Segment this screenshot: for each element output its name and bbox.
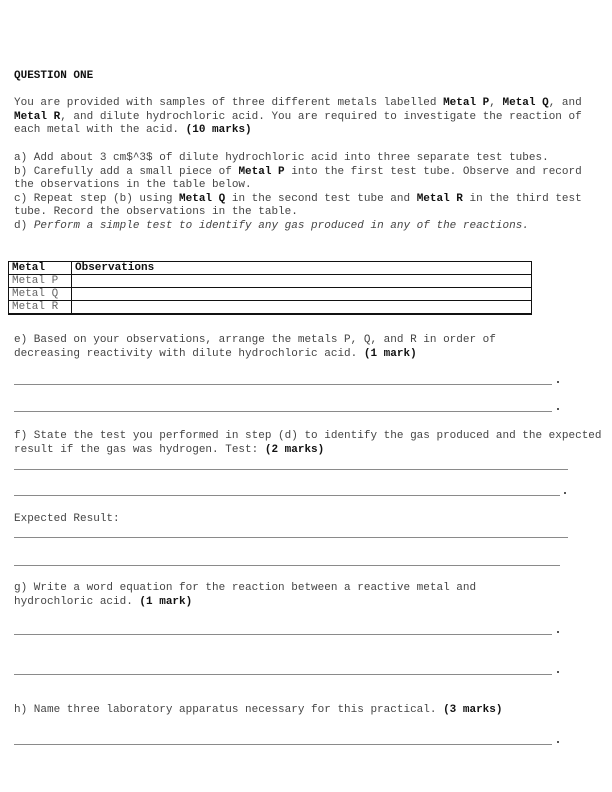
line-end-dot [564,492,566,494]
table-header-row [9,262,532,275]
step-b: b) Carefully add a small piece of Metal P into the first test tube. Observe and record the observations in the table below. [14,165,582,191]
question-e: e) Based on your observations, arrange the metals P, Q, and R in order of decreasing reactivity with dilute hydrochloric acid. (1 mark) [14,334,496,360]
line-end-dot [557,671,559,673]
metal-p-label: Metal P [443,97,490,109]
answer-line-result-1[interactable] [14,537,568,538]
marks-e: (1 mark) [363,347,417,360]
table-row [9,275,532,288]
step-d: d) Perform a simple test to identify any gas produced in any of the reactions. [14,219,529,232]
observations-table [8,261,532,315]
observation-cell[interactable] [72,288,532,301]
observation-cell[interactable] [72,301,532,315]
table-row [9,288,532,301]
metal-cell: Metal Q [9,288,72,301]
line-end-dot [557,741,559,743]
metal-cell: Metal R [9,301,72,315]
answer-line-result-2[interactable] [14,565,560,566]
step-a: a) Add about 3 cm$^3$ of dilute hydrochloric acid into three separate test tubes. [14,152,549,164]
intro-paragraph: You are provided with samples of three different metals labelled Metal P, Metal Q, and Metal R, and dilute hydrochloric acid. You are required to investigate the reaction of each metal with the acid. (10 marks) [14,97,582,136]
answer-line-g2[interactable] [14,674,552,675]
question-f: f) State the test you performed in step (d) to identify the gas produced and the expected result if the gas was hydrogen. Test: (2 marks) [14,430,602,456]
table-row [9,301,532,315]
question-h: h) Name three laboratory apparatus necessary for this practical. (3 marks) [14,704,503,716]
line-end-dot [557,408,559,410]
metal-cell: Metal P [9,275,72,288]
answer-line-test-1[interactable] [14,469,568,470]
question-g: g) Write a word equation for the reaction between a reactive metal and hydrochloric acid. (1 mark) [14,582,477,608]
marks-g: (1 mark) [139,595,193,608]
question-title: QUESTION ONE [14,70,94,82]
line-end-dot [557,631,559,633]
column-header-observations: Observations [72,262,532,275]
answer-line-h1[interactable] [14,744,552,745]
column-header-metal: Metal [9,262,72,275]
answer-line-test-2[interactable] [14,495,560,496]
metal-r-label: Metal R [14,110,61,123]
marks-f: (2 marks) [264,443,325,456]
marks-h: (3 marks) [443,704,503,716]
metal-q-label: Q [542,97,549,109]
procedure-steps [14,152,594,233]
observation-cell[interactable] [72,275,532,288]
expected-result-label: Expected Result: [14,513,120,525]
line-end-dot [557,381,559,383]
step-c: c) Repeat step (b) using Metal Q in the second test tube and Metal R in the third test tube. Record the observations in the table. [14,192,582,218]
answer-line-g1[interactable] [14,634,552,635]
answer-line-e2[interactable] [14,411,552,412]
marks-total: (10 marks) [185,124,252,136]
answer-line-e1[interactable] [14,384,552,385]
